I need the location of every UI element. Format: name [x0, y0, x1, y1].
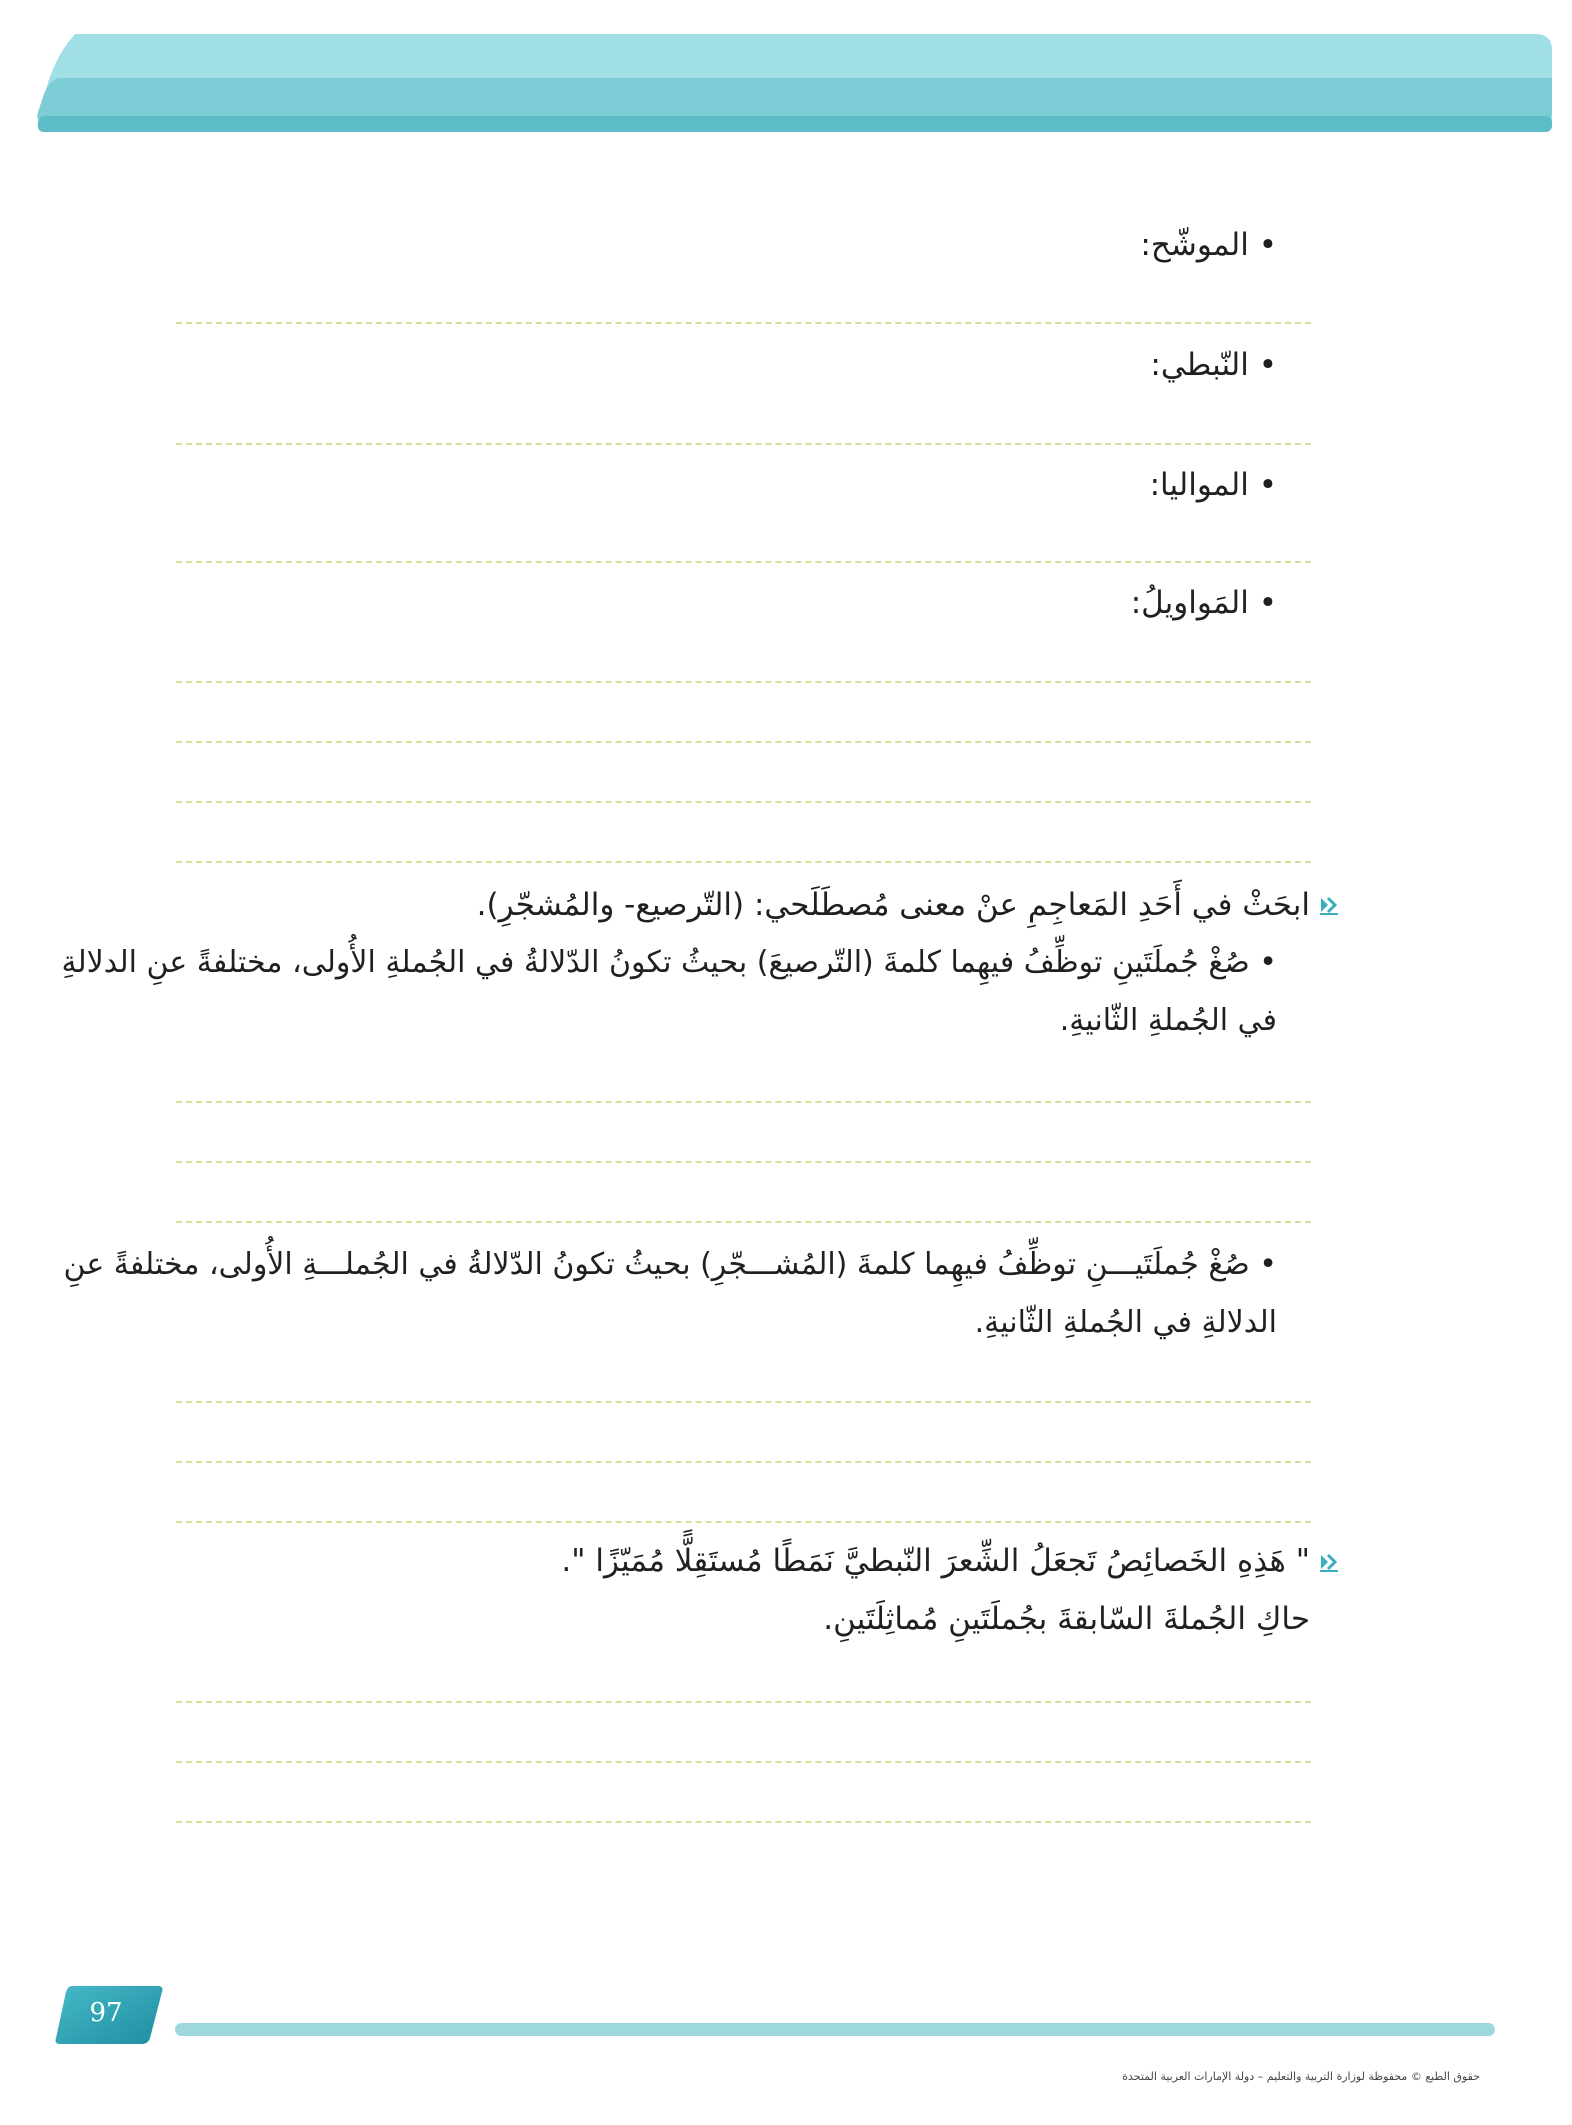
task2-quote: " هَذِهِ الخَصائِصُ تَجعَلُ الشِّعرَ النّبطيَّ نَمَطًا مُستَقِلًّا مُمَيّزًا ".: [561, 1543, 1310, 1579]
answer-line[interactable]: [176, 681, 1311, 683]
answer-line[interactable]: [176, 1401, 1311, 1403]
item-mawaliya: • المواليا:: [1149, 467, 1277, 503]
task1-bullet1-line2: في الجُملةِ الثّانيةِ.: [1059, 1003, 1277, 1038]
item-nabati: • النّبطي:: [1150, 347, 1277, 383]
answer-line[interactable]: [176, 1761, 1311, 1763]
answer-line[interactable]: [176, 1701, 1311, 1703]
answer-line[interactable]: [176, 1521, 1311, 1523]
answer-line[interactable]: [176, 801, 1311, 803]
task-arrow-icon: [1318, 894, 1340, 916]
answer-line[interactable]: [176, 1821, 1311, 1823]
item-muwashshah: • الموشّح:: [1140, 227, 1277, 263]
task2-instruction: حاكِ الجُملةَ السّابقةَ بجُملَتَينِ مُماثِلَتَينِ.: [823, 1601, 1310, 1637]
answer-line[interactable]: [176, 741, 1311, 743]
page-number: 97: [89, 1998, 123, 2028]
task-arrow-icon: [1318, 1551, 1340, 1573]
answer-line[interactable]: [176, 443, 1311, 445]
task1-bullet2-line2: الدلالةِ في الجُملةِ الثّانيةِ.: [974, 1305, 1277, 1340]
answer-line[interactable]: [176, 561, 1311, 563]
answer-line[interactable]: [176, 861, 1311, 863]
answer-line[interactable]: [176, 322, 1311, 324]
answer-line[interactable]: [176, 1221, 1311, 1223]
answer-line[interactable]: [176, 1461, 1311, 1463]
item-mawawil: • المَواويلُ:: [1130, 585, 1277, 621]
task1-instruction: ابحَثْ في أَحَدِ المَعاجِمِ عنْ معنى مُصطَلَحي: (التّرصيع- والمُشجّرِ).: [476, 887, 1310, 923]
task1-bullet2-line1: • صُغْ جُملَتَيـــنِ توظِّفُ فيهِما كلمةَ (المُشـــجّرِ) بحيثُ تكونُ الدّلالةُ في الجُملـــةِ الأُولى، مختلفةً عنِ: [63, 1247, 1277, 1282]
footer-bar: [175, 2023, 1495, 2036]
header-banner: [0, 0, 1572, 140]
answer-line[interactable]: [176, 1161, 1311, 1163]
answer-line[interactable]: [176, 1101, 1311, 1103]
copyright-notice: حقوق الطبع © محفوظة لوزارة التربية والتعليم – دولة الإمارات العربية المتحدة: [1122, 2070, 1480, 2083]
task1-bullet1-line1: • صُغْ جُملَتَينِ توظِّفُ فيهِما كلمةَ (التّرصيعَ) بحيثُ تكونُ الدّلالةُ في الجُملةِ الأُولى، مختلفةً عنِ الدلالةِ: [61, 945, 1277, 980]
